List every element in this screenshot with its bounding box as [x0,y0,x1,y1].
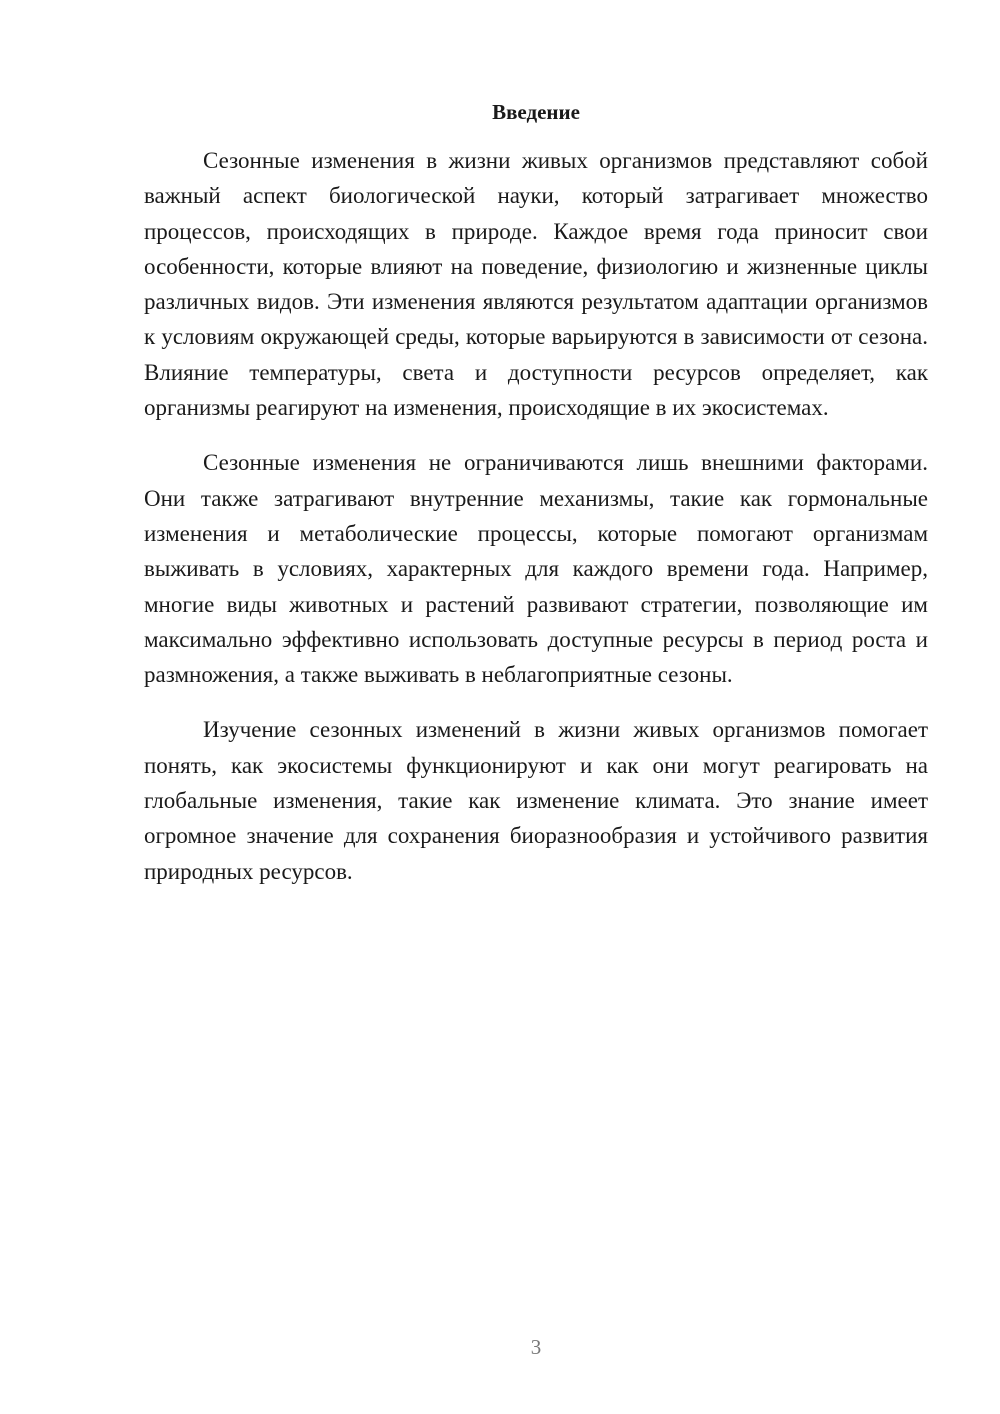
page-number: 3 [530,1335,542,1359]
paragraph-3: Изучение сезонных изменений в жизни живых организмов помогает понять, как экосистемы функционируют и как они могут реагировать на глобальные изменения, такие как изменение климата. Это знание имеет огромное значение для сохранения биоразнообразия и устойчивого развития природных ресурсов. [144,717,928,884]
paragraph-1: Сезонные изменения в жизни живых организмов представляют собой важный аспект биологической науки, который затрагивает множество процессов, происходящих в природе. Каждое время года приносит свои особенности, которые влияют на поведение, физиологию и жизненные циклы различных видов. Эти изменения являются результатом адаптации организмов к условиям окружающей среды, которые варьируются в зависимости от сезона. Влияние температуры, света и доступности ресурсов определяет, как организмы реагируют на изменения, происходящие в их экосистемах. [144,148,928,421]
page-title: Введение [492,100,580,124]
paragraph-2: Сезонные изменения не ограничиваются лишь внешними факторами. Они также затрагивают внутренние механизмы, такие как гормональные изменения и метаболические процессы, которые помогают организмам выживать в условиях, характерных для каждого времени года. Например, многие виды животных и растений развивают стратегии, позволяющие им максимально эффективно использовать доступные ресурсы в период роста и размножения, а также выживать в неблагоприятные сезоны. [144,450,928,688]
body-text [144,143,928,909]
